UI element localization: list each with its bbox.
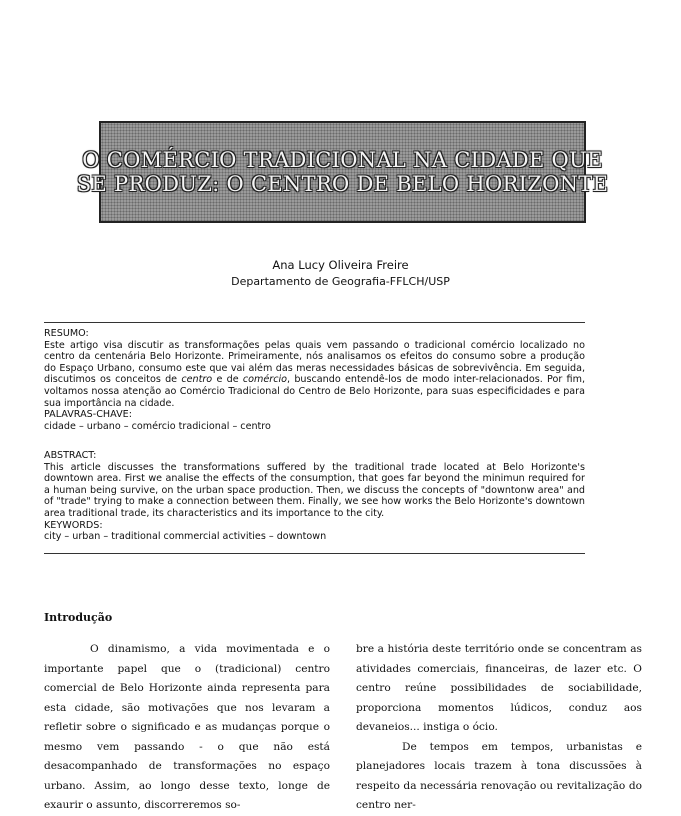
resumo-text <box>44 340 585 409</box>
palavras-chave: cidade – urbano – comércio tradicional – centro <box>44 420 271 432</box>
resumo-term-comercio: comércio <box>242 374 288 386</box>
abstract-text: This article discusses the transformations suffered by the traditional trade located at Belo Horizonte's downtown area. First we analise the effects of the consumption, that goes far beyond the minimun required for a human being survive, on the urban space production. Then, we discuss the concepts of "downtonw area" and of "trade" trying to make a connection between them. Finally, we see how works the Belo Horizonte's downtown area traditional trade, its characteristics and its importance to the city. <box>44 461 585 519</box>
author-name: Ana Lucy Oliveira Freire <box>272 258 409 272</box>
intro-paragraph-1-continued: bre a história deste território onde se concentram as atividades comerciais, financeiras, de lazer etc. O centro reúne possibilidades de sociabilidade, proporciona momentos lúdicos, conduz aos devaneios... instiga o ócio. <box>356 643 642 733</box>
intro-paragraph-2: De tempos em tempos, urbanistas e planejadores locais trazem à tona discussões à respeito da necessária renovação ou revitalização do centro ner- <box>356 740 642 811</box>
author-affiliation: Departamento de Geografia-FFLCH/USP <box>231 275 450 288</box>
top-rule <box>44 322 585 323</box>
title-line-2: SE PRODUZ: O CENTRO DE BELO HORIZONTE <box>76 172 609 196</box>
resumo-text-part-3: , buscando entendê-los de modo inter-relacionados. Por fim, voltamos nossa atenção ao Comércio Tradicional do Centro de Belo Horizonte, para suas especificidades e para sua importância na cidade. <box>44 374 585 409</box>
bottom-rule <box>44 553 585 554</box>
intro-paragraph-1: O dinamismo, a vida movimentada e o importante papel que o (tradicional) centro comercial de Belo Horizonte ainda representa para esta cidade, são motivações que nos levaram a refletir sobre o significado e as mudanças porque o mesmo vem passando - o que não está desacompanhado de transformações no espaço urbano. Assim, ao longo desse texto, longe de exaurir o assunto, discorreremos so- <box>44 643 330 811</box>
resumo-text-part-2: e de <box>212 374 243 386</box>
resumo-heading: RESUMO: <box>44 328 89 339</box>
keywords-heading: KEYWORDS: <box>44 519 103 531</box>
resumo-text-part-1: Este artigo visa discutir as transformações pelas quais vem passando o tradicional comércio localizado no centro da centenária Belo Horizonte. Primeiramente, nós analisamos os efeitos do consumo sobre a produção do Espaço Urbano, consumo este que vai além das meras necessidades básicas de sobrevivência. Em seguida, discutimos os conceitos de <box>44 339 585 386</box>
intro-heading: Introdução <box>44 611 113 624</box>
intro-left-column <box>44 640 330 816</box>
resumo-term-centro: centro <box>181 374 213 386</box>
resumo-block <box>44 328 585 432</box>
abstract-heading: ABSTRACT: <box>44 450 97 461</box>
abstract-block <box>44 450 585 543</box>
keywords: city – urban – traditional commercial activities – downtown <box>44 531 327 543</box>
palavras-chave-heading: PALAVRAS-CHAVE: <box>44 409 132 421</box>
title-banner <box>76 121 609 223</box>
intro-right-column <box>356 640 642 816</box>
title-line-1: O COMÉRCIO TRADICIONAL NA CIDADE QUE <box>82 148 603 172</box>
